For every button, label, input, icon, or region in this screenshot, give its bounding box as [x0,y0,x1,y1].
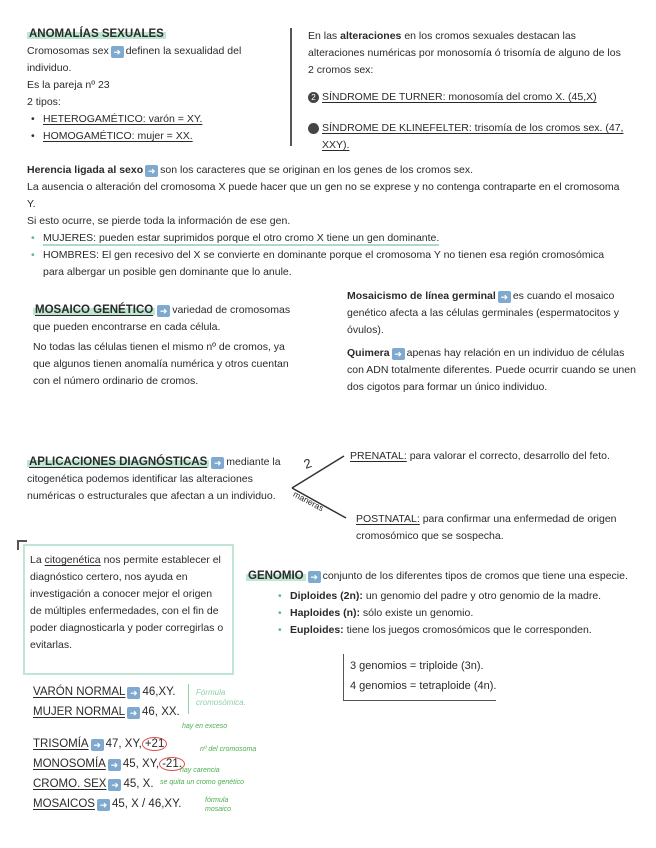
title-genomio: GENOMIO [248,570,304,582]
text: HOMBRES: El gen recesivo del X se convierte en dominante porque el cromosoma Y no tienen esa región cromosómica para albergar un posible gen dominante que lo anule. [43,249,605,278]
title-mosaico: MOSAICO GENÉTICO [35,304,154,316]
text: variedad de cromosomas que pueden encontrarse en cada célula. [33,304,291,333]
title-aplicaciones: APLICACIONES DIAGNÓSTICAS [29,456,208,468]
text: Diploides (2n): [290,590,363,602]
text: Euploides: [290,624,344,636]
section-mosaicismo [347,288,637,396]
text: Es la pareja nº 23 [27,79,110,91]
text: 4 genomios = tetraploide (4n). [350,680,497,692]
number-badge: 1 [308,123,319,134]
arrow-right-icon: ➜ [498,291,511,303]
text: 47, XY, [105,738,142,750]
text: HOMOGAMÉTICO: mujer = XX. [43,130,193,142]
text: La ausencia o alteración del cromosoma X puede hacer que un gen no se exprese y no contenga contraparte en el cromosoma Y. [27,181,620,210]
text: SÍNDROME DE KLINEFELTER: trisomía de los cromos sex. (47, XXY). [322,122,624,151]
arrow-right-icon: ➜ [157,305,170,317]
text: POSTNATAL: [356,513,420,525]
arrow-right-icon: ➜ [145,165,158,177]
text: VARÓN NORMAL [33,686,126,698]
text: citogenética [44,554,101,566]
text: definen la sexualidad del individuo. [27,45,242,74]
text: 45, X / 46,XY. [111,798,182,810]
list-item [27,247,627,281]
section-anomalias [27,26,287,145]
postnatal [356,511,636,545]
text: SÍNDROME DE TURNER: monosomía del cromo X. (45,X) [322,91,597,103]
annotation: hay en exceso [182,723,228,730]
arrow-right-icon: ➜ [108,759,121,771]
brace-line [188,684,193,714]
arrow-right-icon: ➜ [211,457,224,469]
box-corner [17,540,27,550]
text: HETEROGAMÉTICO: varón = XY. [43,113,203,125]
list-item [27,128,287,145]
genomio-box-text [350,656,510,696]
annotation: Fórmula cromosómica. [196,688,246,707]
annotation: se quita un cromo genético [160,779,245,786]
text: tiene los juegos cromosómicos que le corresponden. [346,624,592,636]
branch-label: maneras [291,488,326,514]
section-alteraciones [304,28,628,154]
text: La [30,554,42,566]
arrow-right-icon: ➜ [91,739,104,751]
text: Si esto ocurre, se pierde toda la información de ese gen. [27,215,291,227]
arrow-right-icon: ➜ [392,348,405,360]
text: MUJERES: pueden estar suprimidos porque el otro cromo X tiene un gen dominante. [43,232,440,244]
text: un genomio del padre y otro genomio de la madre. [365,590,602,602]
text: Haploides (n): [290,607,360,619]
arrow-right-icon: ➜ [108,779,121,791]
branch-number: 2 [301,455,314,472]
list-item [274,588,636,605]
text: mediante la citogenética podemos identificar las alteraciones numéricas o estructurales que afectan a un individuo. [27,456,281,502]
text: No todas las células tienen el mismo nº de cromos, ya que algunos tienen anomalía numérica y otros cuentan con el número ordinario de cromos. [33,341,289,387]
list-item [27,111,287,128]
arrow-right-icon: ➜ [127,687,140,699]
text: Cromosomas sex [27,45,109,57]
text: MOSAICOS [33,798,95,810]
number-badge: 2 [308,92,319,103]
text: nos permite establecer el diagnóstico certero, nos ayuda en investigación a conocer mejor el origen de múltiples enfermedades, con el fin de poder diagnosticarla y poder corregirlas o evitarlas. [30,554,224,651]
section-citogenetica [30,552,226,654]
text: 46, XX. [142,706,180,718]
title-anomalias: ANOMALÍAS SEXUALES [29,28,164,40]
section-genomio [246,568,636,639]
circled-text: +21 [142,737,168,751]
arrow-right-icon: ➜ [97,799,110,811]
text: PRENATAL: [350,450,407,462]
arrow-right-icon: ➜ [127,707,140,719]
text: 45, XY, [122,758,160,770]
section-mosaico [33,302,295,390]
arrow-right-icon: ➜ [111,46,124,58]
text: MONOSOMÍA [33,758,106,770]
text: son los caracteres que se originan en los genes de los cromos sex. [160,164,473,176]
text: CROMO. SEX [33,778,107,790]
text: Herencia ligada al sexo [27,164,144,176]
text: conjunto de los diferentes tipos de cromos que tiene una especie. [322,570,628,582]
list-item [274,622,636,639]
circled-text: -21. [159,757,185,771]
annotation: nº del cromosoma [200,746,257,753]
text: para confirmar una enfermedad de origen cromosómico que se sospecha. [356,513,617,542]
text: Mosaicismo de línea germinal [347,290,496,302]
text: 45, X. [123,778,154,790]
text: 2 tipos: [27,96,61,108]
list-item [274,605,636,622]
section-herencia [27,162,627,281]
text: alteraciones [340,30,402,42]
text: 3 genomios = triploide (3n). [350,660,484,672]
text: TRISOMÍA [33,738,89,750]
text: apenas hay relación en un individuo de células con ADN totalmente diferentes. Puede ocurrir cuando se unen dos cigotos para formar un único individuo. [347,347,636,393]
annotation: hay carencia [180,767,220,774]
text: 46,XY. [142,686,176,698]
text: MUJER NORMAL [33,706,126,718]
section-aplicaciones [27,454,287,505]
arrow-right-icon: ➜ [308,571,321,583]
text: es cuando el mosaico genético afecta a las células germinales (espermatocitos y óvulos). [347,290,619,336]
divider [290,28,292,146]
text: para valorar el correcto, desarrollo del feto. [409,450,610,462]
text: en los cromos sexuales destacan las alteraciones numéricas por monosomía ó trisomía de alguno de los 2 cromos sex: [308,30,621,76]
annotation: fórmula mosaico [205,797,232,813]
text: sólo existe un genomio. [362,607,474,619]
text: En las [308,30,338,42]
text: Quimera [347,347,390,359]
prenatal [350,448,640,465]
list-item [27,230,627,247]
